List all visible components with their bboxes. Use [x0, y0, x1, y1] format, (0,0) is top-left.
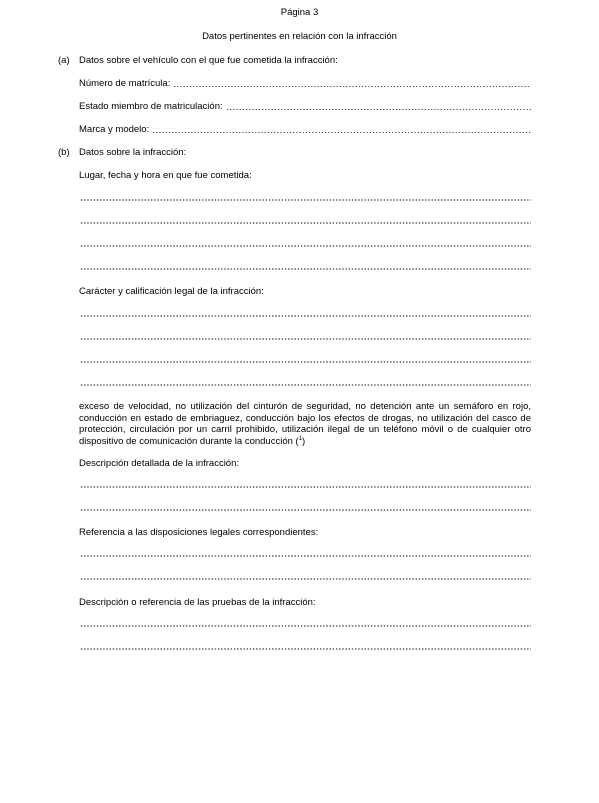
evidence-label: Descripción o referencia de las pruebas de la infracción: [79, 597, 316, 608]
place-date-time-line-1[interactable] [80, 199, 531, 201]
footnote-reference: 1 [298, 435, 303, 442]
detailed-description-label: Descripción detallada de la infracción: [79, 458, 240, 469]
section-b-marker: (b) [58, 147, 70, 158]
detailed-description-line-1[interactable] [80, 486, 531, 488]
registration-state-field[interactable] [79, 101, 531, 112]
offence-list-text: exceso de velocidad, no utilización del cinturón de seguridad, no detención ante un semáforo en rojo, conducción en estado de embriaguez, conducción bajo los efectos de drogas, no utilización del casco de protección, circulación por un carril prohibido, utilización ilegal de un teléfono móvil o de cualquier otro dispositivo de comunicación durante la conducción ( [79, 401, 531, 447]
evidence-line-2[interactable] [80, 648, 531, 650]
legal-provisions-label: Referencia a las disposiciones legales correspondientes: [79, 527, 319, 538]
legal-provisions-line-1[interactable] [80, 555, 531, 557]
section-b-heading: Datos sobre la infracción: [79, 147, 187, 158]
evidence-line-1[interactable] [80, 625, 531, 627]
page-number: Página 3 [280, 7, 319, 18]
place-date-time-line-4[interactable] [80, 268, 531, 270]
registration-state-dotted-line [226, 109, 531, 110]
make-model-field[interactable] [79, 124, 531, 135]
place-date-time-label: Lugar, fecha y hora en que fue cometida: [79, 170, 252, 181]
registration-state-label: Estado miembro de matriculación: [79, 101, 223, 112]
registration-number-field[interactable] [79, 78, 531, 89]
detailed-description-line-2[interactable] [80, 509, 531, 511]
legal-character-label: Carácter y calificación legal de la infracción: [79, 286, 264, 297]
legal-character-line-3[interactable] [80, 361, 531, 363]
place-date-time-line-2[interactable] [80, 222, 531, 224]
offence-list-close: ) [302, 435, 306, 447]
place-date-time-line-3[interactable] [80, 245, 531, 247]
registration-number-label: Número de matrícula: [79, 78, 171, 89]
make-model-label: Marca y modelo: [79, 124, 150, 135]
legal-character-line-1[interactable] [80, 315, 531, 317]
offence-list-paragraph [79, 401, 531, 447]
registration-number-dotted-line [173, 86, 531, 87]
make-model-dotted-line [152, 132, 531, 133]
section-a-marker: (a) [58, 55, 70, 66]
page-title: Datos pertinentes en relación con la infracción [202, 31, 397, 42]
legal-provisions-line-2[interactable] [80, 578, 531, 580]
section-a-heading: Datos sobre el vehículo con el que fue cometida la infracción: [79, 55, 338, 66]
legal-character-line-2[interactable] [80, 338, 531, 340]
legal-character-line-4[interactable] [80, 384, 531, 386]
